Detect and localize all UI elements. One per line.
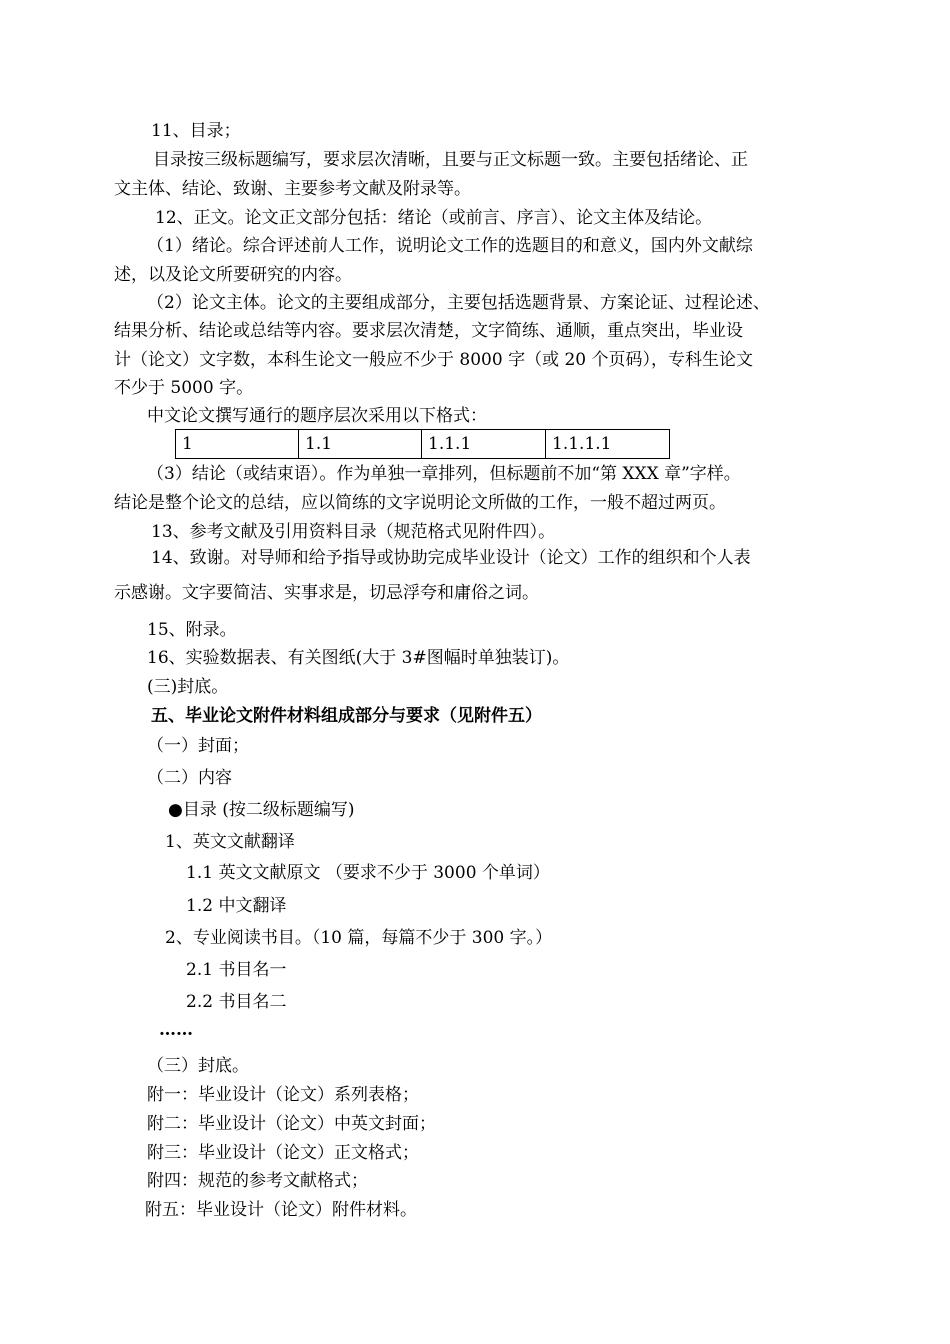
item-14-line1: 14、致谢。对导师和给予指导或协助完成毕业设计（论文）工作的组织和个人表: [151, 548, 751, 568]
attachment-4: 附四：规范的参考文献格式；: [147, 1171, 368, 1191]
item-12-3-line2: 结论是整个论文的总结，应以简练的文字说明论文所做的工作，一般不超过两页。: [114, 493, 726, 513]
table-cell: 1.1: [299, 430, 422, 459]
item-14-line2: 示感谢。文字要简洁、实事求是，切忌浮夸和庸俗之词。: [114, 583, 539, 603]
item-16: 16、实验数据表、有关图纸(大于 3#图幅时单独装订)。: [147, 648, 570, 668]
attachment-5: 附五：毕业设计（论文）附件材料。: [145, 1200, 417, 1220]
table-cell: 1.1.1.1: [546, 430, 670, 459]
table-cell: 1.1.1: [422, 430, 546, 459]
back-cover-3: (三)封底。: [147, 677, 229, 697]
item-12-1-line1: （1）绪论。综合评述前人工作，说明论文工作的选题目的和意义，国内外文献综: [147, 236, 753, 256]
item-11-paragraph-line1: 目录按三级标题编写，要求层次清晰，且要与正文标题一致。主要包括绪论、正: [153, 150, 748, 170]
item-book-2: 2.2 书目名二: [186, 992, 287, 1012]
toc-bullet: ●目录 (按二级标题编写): [168, 800, 355, 820]
item-12-2-line2: 结果分析、结论或总结等内容。要求层次清楚，文字简练、通顺，重点突出，毕业设: [114, 321, 743, 341]
item-chinese-translation: 1.2 中文翻译: [186, 896, 287, 916]
attachment-1: 附一：毕业设计（论文）系列表格；: [147, 1085, 419, 1105]
item-12-2-line1: （2）论文主体。论文的主要组成部分，主要包括选题背景、方案论证、过程论述、: [147, 293, 770, 313]
item-reading-list: 2、专业阅读书目。（10 篇，每篇不少于 300 字。）: [165, 928, 553, 948]
ellipsis: ……: [159, 1020, 193, 1040]
section-5-heading: 五、毕业论文附件材料组成部分与要求（见附件五）: [151, 706, 542, 726]
format-intro: 中文论文撰写通行的题序层次采用以下格式：: [147, 406, 487, 426]
item-book-1: 2.1 书目名一: [186, 960, 287, 980]
item-12-2-line3: 计（论文）文字数，本科生论文一般应不少于 8000 字（或 20 个页码），专科生论文: [114, 350, 754, 370]
item-12-3-line1: （3）结论（或结束语）。作为单独一章排列，但标题前不加“第 XXX 章”字样。: [147, 464, 741, 484]
attachment-3: 附三：毕业设计（论文）正文格式；: [147, 1143, 419, 1163]
item-11-paragraph-line2: 文主体、结论、致谢、主要参考文献及附录等。: [114, 179, 471, 199]
heading-levels-table: [175, 429, 670, 459]
item-english-original: 1.1 英文文献原文 （要求不少于 3000 个单词）: [186, 863, 550, 883]
item-12-title: 12、正文。论文正文部分包括：绪论（或前言、序言）、论文主体及结论。: [155, 208, 713, 228]
section-5-cover: （一）封面；: [147, 736, 249, 756]
section-5-content: （二）内容: [147, 768, 232, 788]
item-15: 15、附录。: [147, 620, 237, 640]
attachment-2: 附二：毕业设计（论文）中英文封面；: [147, 1114, 436, 1134]
item-13: 13、参考文献及引用资料目录（规范格式见附件四）。: [151, 522, 556, 542]
item-11-title: 11、目录；: [151, 121, 241, 141]
item-12-2-line4: 不少于 5000 字。: [114, 378, 254, 398]
table-row: [176, 430, 670, 459]
table-cell: 1: [176, 430, 299, 459]
item-12-1-line2: 述，以及论文所要研究的内容。: [114, 265, 352, 285]
section-5-back-cover: （三）封底。: [147, 1056, 249, 1076]
item-english-translation: 1、英文文献翻译: [165, 832, 295, 852]
